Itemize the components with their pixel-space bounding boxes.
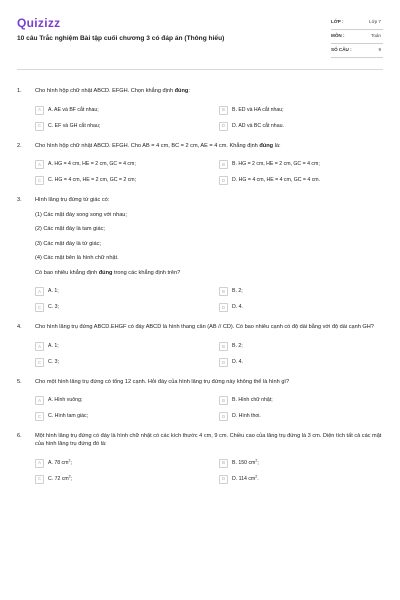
option-text-main: B. ED và HA cắt nhau; xyxy=(232,106,284,113)
statement-item: (3) Các mặt đáy là tứ giác; xyxy=(35,240,101,247)
option-text-main: D. 4. xyxy=(232,304,243,311)
option-text xyxy=(48,304,59,311)
answer-option-c[interactable] xyxy=(35,358,199,367)
option-text-main: A. 1; xyxy=(48,288,59,295)
option-text xyxy=(232,397,273,404)
statement-item: (1) Các mặt đáy song song với nhau; xyxy=(35,211,127,218)
option-text xyxy=(48,413,88,420)
question-item xyxy=(17,197,383,312)
answer-options xyxy=(17,287,383,312)
option-text-end: . xyxy=(257,475,259,482)
answer-option-b[interactable] xyxy=(219,459,383,468)
answer-option-d[interactable] xyxy=(219,475,383,484)
question-text-part: Có bao nhiêu khẳng định xyxy=(35,269,99,276)
meta-value: 9 xyxy=(378,47,381,52)
answer-option-a[interactable] xyxy=(35,160,199,169)
option-text-end: ; xyxy=(257,459,259,466)
answer-option-c[interactable] xyxy=(35,475,199,484)
option-superscript: 2 xyxy=(255,457,258,462)
question-text-part: Cho hình lăng trụ đứng ABCD.EHGF có đáy ABCD là hình thang cân (AB // CD). Có bao nhiêu cạnh có độ dài bằng với độ dài cạnh GH? xyxy=(35,324,374,331)
option-letter-box[interactable]: C xyxy=(35,303,44,312)
option-superscript: 2 xyxy=(68,473,71,478)
option-superscript: 2 xyxy=(68,457,71,462)
option-letter-box[interactable]: B xyxy=(219,396,228,405)
question-closing xyxy=(35,270,383,278)
answer-options xyxy=(17,160,383,185)
answer-option-c[interactable] xyxy=(35,176,199,185)
option-text-main: A. AE và BF cắt nhau; xyxy=(48,106,99,113)
option-text-main: C. EF và GH cắt nhau; xyxy=(48,122,101,129)
option-text-main: C. Hình tam giác; xyxy=(48,413,89,420)
answer-option-a[interactable] xyxy=(35,342,199,351)
answer-option-c[interactable] xyxy=(35,303,199,312)
option-text xyxy=(232,473,259,483)
question-text-part: Hình lăng trụ đứng tứ giác có: xyxy=(35,197,110,204)
answer-option-b[interactable] xyxy=(219,287,383,296)
question-number: 5. xyxy=(17,378,22,385)
answer-option-a[interactable] xyxy=(35,396,199,405)
option-text-main: C. 3; xyxy=(48,358,59,365)
question-line xyxy=(17,379,383,387)
answer-option-b[interactable] xyxy=(219,160,383,169)
question-line xyxy=(17,143,383,151)
answer-option-c[interactable] xyxy=(35,412,199,421)
question-text xyxy=(35,88,383,96)
question-text-part: Một hình lăng trụ đứng có đáy là hình chữ nhật có các kích thước 4 cm, 9 cm. Chiều cao của lăng trụ đứng là 3 cm. Diện tích tất cả các mặt của hình lăng trụ đứng đó là: xyxy=(35,433,382,448)
option-letter-box[interactable]: A xyxy=(35,459,44,468)
question-text-part: Cho hình hộp chữ nhật ABCD. EFGH. Cho AB = 4 cm, BC = 2 cm, AE = 4 cm. Khẳng định xyxy=(35,142,260,149)
question-number: 4. xyxy=(17,324,22,331)
option-letter-box[interactable]: D xyxy=(219,412,228,421)
answer-option-d[interactable] xyxy=(219,358,383,367)
question-text xyxy=(35,324,383,332)
meta-row-subject xyxy=(331,30,383,44)
option-text xyxy=(232,288,243,295)
answer-option-d[interactable] xyxy=(219,412,383,421)
option-letter-box[interactable]: C xyxy=(35,475,44,484)
answer-option-a[interactable] xyxy=(35,106,199,115)
answer-option-c[interactable] xyxy=(35,122,199,131)
option-text-main: C. 72 cm xyxy=(48,475,69,482)
option-text-main: A. HG = 4 cm, HE = 2 cm, GC = 4 cm; xyxy=(48,161,136,168)
option-text-main: D. Hình thoi. xyxy=(232,413,261,420)
option-text xyxy=(232,123,284,130)
answer-options xyxy=(17,459,383,484)
option-letter-box[interactable]: D xyxy=(219,358,228,367)
answer-option-d[interactable] xyxy=(219,122,383,131)
option-text-main: B. 2; xyxy=(232,288,243,295)
option-letter-box[interactable]: A xyxy=(35,342,44,351)
option-text-end: ; xyxy=(70,475,73,482)
worksheet-title: 10 câu Trắc nghiệm Bài tập cuối chương 3 có đáp án (Thông hiểu) xyxy=(17,35,225,42)
question-text xyxy=(35,379,383,387)
question-emphasis: đúng xyxy=(259,142,274,149)
answer-option-a[interactable] xyxy=(35,459,199,468)
answer-options xyxy=(17,106,383,131)
worksheet-meta xyxy=(331,16,383,58)
question-text-part: là: xyxy=(273,142,281,149)
option-text xyxy=(48,343,59,350)
option-letter-box[interactable]: D xyxy=(219,176,228,185)
option-superscript: 2 xyxy=(255,473,258,478)
option-text xyxy=(48,457,72,467)
question-text-part: : xyxy=(188,88,190,94)
option-text-main: A. 78 cm xyxy=(48,459,69,466)
worksheet-header xyxy=(17,12,383,72)
option-text-main: D. AD và BC cắt nhau. xyxy=(232,122,284,129)
option-text xyxy=(48,288,59,295)
question-list xyxy=(17,88,383,484)
option-text-main: B. 2; xyxy=(232,342,243,349)
option-letter-box[interactable]: A xyxy=(35,160,44,169)
question-number: 6. xyxy=(17,433,22,440)
answer-options xyxy=(17,342,383,367)
statement-item: (2) Các mặt đáy là tam giác; xyxy=(35,226,105,233)
option-text-main: A. 1; xyxy=(48,342,59,349)
question-number: 3. xyxy=(17,197,22,204)
option-letter-box[interactable]: D xyxy=(219,122,228,131)
question-text-part: Cho hình hộp chữ nhật ABCD. EFGH. Chọn khẳng định xyxy=(35,88,175,94)
question-number: 2. xyxy=(17,142,22,149)
option-text-main: D. 4. xyxy=(232,358,243,365)
question-text-part: Cho một hình lăng trụ đứng có tổng 12 cạnh. Hỏi đáy của hình lăng trụ đứng này không thể là hình gì? xyxy=(35,378,290,385)
question-line xyxy=(17,88,383,96)
option-text xyxy=(48,107,99,114)
statement-item: (4) Các mặt bên là hình chữ nhật. xyxy=(35,255,119,262)
meta-label: MÔN : xyxy=(331,33,345,38)
meta-label: SỐ CÂU : xyxy=(331,47,352,52)
answer-option-d[interactable] xyxy=(219,176,383,185)
option-letter-box[interactable]: B xyxy=(219,342,228,351)
option-letter-box[interactable]: B xyxy=(219,160,228,169)
option-letter-box[interactable]: C xyxy=(35,122,44,131)
option-letter-box[interactable]: C xyxy=(35,176,44,185)
option-text-main: B. Hình chữ nhật; xyxy=(232,397,273,404)
option-text-main: B. HG = 2 cm, HE = 2 cm, GC = 4 cm; xyxy=(232,161,320,168)
answer-option-b[interactable] xyxy=(219,106,383,115)
header-divider xyxy=(17,69,383,70)
option-text xyxy=(232,304,243,311)
option-text xyxy=(48,123,100,130)
option-text xyxy=(48,177,136,184)
option-text xyxy=(232,413,261,420)
option-letter-box[interactable]: D xyxy=(219,303,228,312)
answer-options xyxy=(17,396,383,421)
answer-option-b[interactable] xyxy=(219,396,383,405)
option-text xyxy=(48,359,59,366)
option-letter-box[interactable]: A xyxy=(35,287,44,296)
question-text xyxy=(35,197,383,205)
option-text-end: ; xyxy=(70,459,72,466)
option-text-main: A. Hình vuông; xyxy=(48,397,83,404)
answer-option-d[interactable] xyxy=(219,303,383,312)
question-line xyxy=(17,197,383,205)
question-item xyxy=(17,379,383,422)
answer-option-b[interactable] xyxy=(219,342,383,351)
meta-value: Toán xyxy=(371,33,381,38)
option-text xyxy=(232,161,320,168)
meta-label: LỚP : xyxy=(331,19,344,24)
option-letter-box[interactable]: B xyxy=(219,287,228,296)
option-text-main: C. HG = 4 cm, HE = 2 cm, GC = 2 cm; xyxy=(48,177,137,184)
question-text xyxy=(35,143,383,151)
question-item xyxy=(17,324,383,367)
option-text-main: D. 114 cm xyxy=(232,475,256,482)
meta-value: Lớp 7 xyxy=(369,19,381,24)
question-item xyxy=(17,88,383,131)
option-letter-box[interactable]: C xyxy=(35,358,44,367)
option-letter-box[interactable]: B xyxy=(219,106,228,115)
option-text-main: C. 3; xyxy=(48,304,59,311)
question-number: 1. xyxy=(17,88,22,94)
option-text xyxy=(232,177,320,184)
question-emphasis: đúng xyxy=(98,269,113,276)
option-text xyxy=(48,161,136,168)
question-text-part: trong các khẳng định trên? xyxy=(112,269,181,276)
meta-row-count xyxy=(331,44,383,58)
question-line xyxy=(17,433,383,448)
meta-row-class xyxy=(331,16,383,30)
option-letter-box[interactable]: A xyxy=(35,396,44,405)
option-text xyxy=(232,457,259,467)
option-letter-box[interactable]: A xyxy=(35,106,44,115)
statement-list xyxy=(17,212,383,278)
option-letter-box[interactable]: D xyxy=(219,475,228,484)
option-text-main: D. HG = 4 cm, HE = 4 cm, GC = 4 cm. xyxy=(232,177,321,184)
question-item xyxy=(17,433,383,483)
option-text xyxy=(232,107,284,114)
option-letter-box[interactable]: C xyxy=(35,412,44,421)
question-emphasis: đúng xyxy=(174,88,189,94)
answer-option-a[interactable] xyxy=(35,287,199,296)
question-line xyxy=(17,324,383,332)
option-text xyxy=(48,473,73,483)
option-text xyxy=(48,397,82,404)
option-text-main: B. 150 cm xyxy=(232,459,256,466)
question-text xyxy=(35,433,383,448)
option-text xyxy=(232,343,243,350)
option-text xyxy=(232,359,243,366)
question-item xyxy=(17,143,383,186)
option-letter-box[interactable]: B xyxy=(219,459,228,468)
quizizz-logo: Quizizz xyxy=(17,16,61,30)
